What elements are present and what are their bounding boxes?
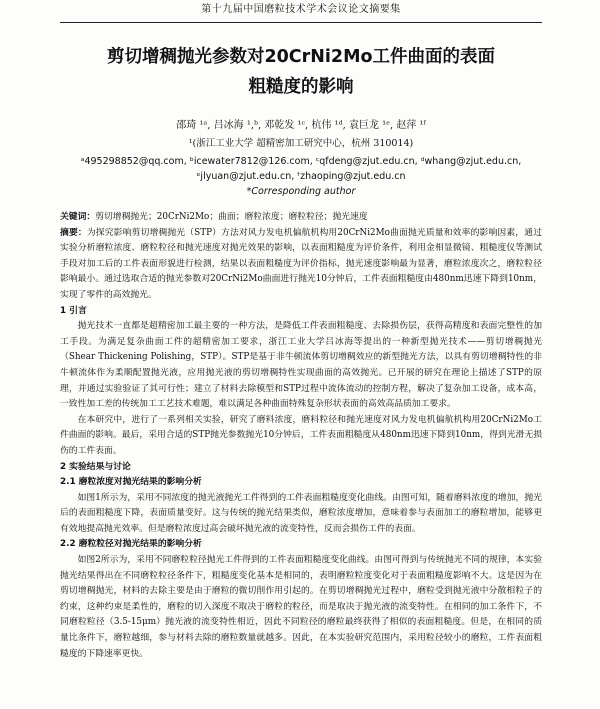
keywords-text: 剪切增稠抛光；20CrNi2Mo；曲面；磨粒浓度；磨粒粒径；抛光速度: [95, 212, 368, 222]
running-head: 第十九届中国磨粒技术学术会议论文摘要集: [60, 0, 542, 23]
abstract: [60, 226, 542, 304]
body-text: [60, 210, 542, 662]
title-line-1: 剪切增稠抛光参数对20CrNi2Mo工件曲面的表面: [106, 47, 496, 67]
keywords-label: 关键词：: [60, 212, 96, 222]
email-line-2: ᵉjlyuan@zjut.edu.cn, ᶠzhaoping@zjut.edu.cn: [196, 171, 406, 182]
keywords: [60, 210, 542, 226]
paper-title: [60, 42, 542, 102]
corresponding-author-note: *Corresponding author: [246, 186, 356, 197]
subsection-2-2-text: 如图2所示为，采用不同磨粒粒径抛光工件得到的工件表面粗糙度变化曲线。由图可得到与传统抛光不同的规律，本实验抛光结果得出在不同磨粒粒径条件下，粗糙度变化基本是相同的，表明磨粒粒度变化对于表面粗糙度影响不大。这是因为在剪切增稠抛光，材料的去除主要是由于磨粒的微切削作用引起的。在剪切增稠抛光过程中，磨粒受到抛光液中分散相粒子的约束，这种约束是柔性的，磨粒的切入深度不取决于磨粒的粒径，而是取决于抛光液的流变特性。在相同的加工条件下，不同磨粒粒径（3.5-15μm）抛光液的流变特性相近，因此不同粒径的磨粒最终获得了相似的表面粗糙度。但是，在相同的质量比条件下，磨粒越细，参与材料去除的磨粒数量就越多。因此，在本实验研究范围内，采用粒径较小的磨粒，工件表面粗糙度的下降速率更快。: [60, 555, 542, 659]
section-2-heading: 2 实验结果与讨论: [60, 461, 131, 472]
section-1-paragraph-2: 在本研究中，进行了一系列相关实验，研究了磨料浓度，磨料粒径和抛光速度对风力发电机偏航机构用20CrNi2Mo工件曲面的影响。最后，采用合适的STP抛光参数抛光10分钟后，工件表面粗糙度从480nm迅速下降到10nm，得到光滑无损伤的工件表面。: [60, 414, 542, 456]
subsection-2-2-heading: 2.2 磨粒粒径对抛光结果的影响分析: [60, 539, 202, 550]
subsection-2-1-text: 如图1所示为，采用不同浓度的抛光液抛光工件得到的工件表面粗糙度变化曲线。由图可知，随着磨料浓度的增加，抛光后的表面粗糙度下降，表面质量变好。这与传统的抛光结果类似，磨粒浓度增加，意味着参与表面加工的磨粒增加，能够更有效地提高抛光效率。但是磨粒浓度过高会破坏抛光液的流变特性，反而会损伤工件的表面。: [60, 492, 542, 534]
section-1-paragraph-1: 抛光技术一直都是超精密加工最主要的一种方法，是降低工件表面粗糙度、去除损伤层，获得高精度和表面完整性的加工手段。为满足复杂曲面工件的超精密加工要求，浙江工业大学吕冰海等提出的一种新型抛光技术——剪切增稠抛光（Shear Thickening Polishing，STP）。STP是基于非牛顿流体剪切增稠效应的新型抛光方法，以具有剪切增稠特性的非牛顿流体作为柔顺配置抛光液，应用抛光液的剪切增稠特性实现曲面的高效抛光。已开展的研究在理论上描述了STP的原理，并通过实验验证了其可行性；建立了材料去除模型和STP过程中流体流动的控制方程，解决了复杂加工设备，成本高，一致性加工差的传统加工工艺技术难题，难以满足各种曲面特殊复杂形状表面的高效高品质加工要求。: [60, 321, 542, 410]
abstract-text: 为探究影响剪切增稠抛光（STP）方法对风力发电机偏航机构用20CrNi2Mo曲面抛光质量和效率的影响因素，通过实验分析磨粒浓度、磨粒粒径和抛光速度对抛光效果的影响，以表面粗糙度为评价条件，利用金相显微镜、粗糙度仪等测试手段对加工后的工件表面形貌进行检测，结果以表面粗糙度为评价指标，抛光速度影响最为显著，磨粒浓度次之，磨粒粒径影响最小。通过选取合适的抛光参数对20CrNi2Mo曲面进行抛光10分钟后，工件表面粗糙度由480nm迅速下降到10nm，实现了零件的高效抛光。: [60, 227, 542, 300]
section-1-heading: 1 引言: [60, 305, 87, 316]
subsection-2-1-heading: 2.1 磨粒浓度对抛光结果的影响分析: [60, 477, 202, 488]
affiliation: ¹(浙江工业大学 超精密加工研究中心，杭州 310014): [188, 138, 414, 149]
email-block: [60, 154, 542, 199]
author-list: 邵琦 ¹ᵃ, 吕冰海 ¹,ᵇ, 邓乾发 ¹ᶜ, 杭伟 ¹ᵈ, 袁巨龙 ¹ᵉ, 赵萍 ¹ᶠ: [176, 120, 426, 131]
email-line-1: ᵃ495298852@qq.com, ᵇicewater7812@126.com, ᶜqfdeng@zjut.edu.cn, ᵈwhang@zjut.edu.cn,: [80, 156, 522, 167]
title-line-2: 粗糙度的影响: [248, 77, 354, 97]
abstract-label: 摘要：: [60, 227, 87, 238]
